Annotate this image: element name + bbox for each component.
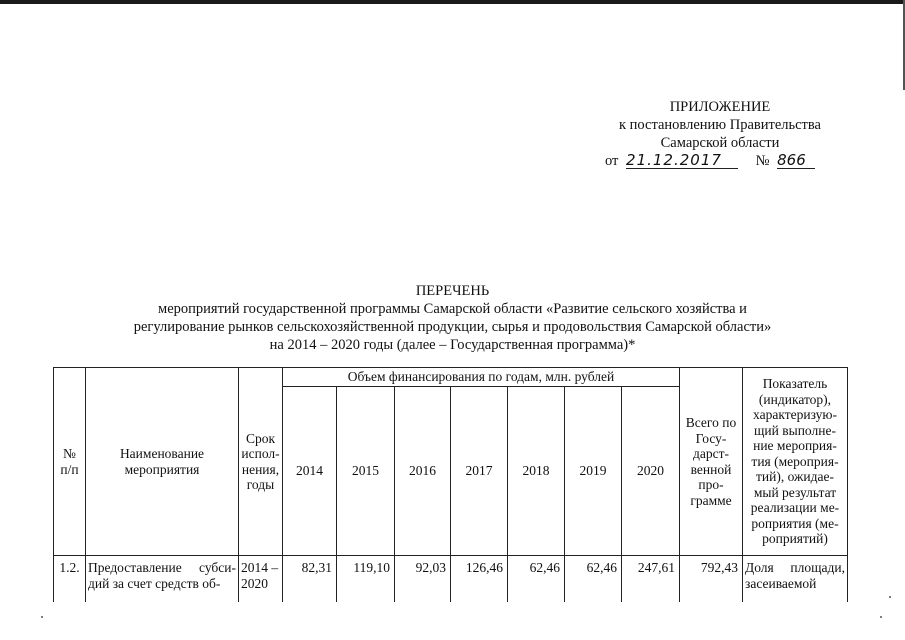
header-funding-group: Объем финансирования по годам, млн. рублей (283, 368, 680, 387)
document-title-block (0, 282, 905, 354)
cell-term: 2014 – 2020 (239, 556, 283, 602)
handwritten-number: 866 (777, 153, 815, 169)
scan-speck (889, 596, 891, 598)
document-subtitle-3: на 2014 – 2020 годы (далее – Государственная программа)* (269, 337, 636, 353)
cell-total: 792,43 (680, 556, 743, 602)
appendix-block (590, 98, 850, 170)
header-indicator: Показатель (индикатор), характеризую-щий выполне-ние мероприя-тия (мероприя-тий), ожидае-мый результат реализации ме-роприятия (ме-роприятий) (743, 368, 848, 556)
header-year: 2017 (451, 387, 508, 556)
cell-value-2016: 92,03 (395, 556, 451, 602)
cell-value-2015: 119,10 (337, 556, 395, 602)
cell-value-2014: 82,31 (283, 556, 337, 602)
scan-edge-top (0, 0, 905, 4)
cell-value-2017: 126,46 (451, 556, 508, 602)
header-total: Всего по Госу-дарст-венной про-грамме (680, 368, 743, 556)
appendix-date-line (590, 152, 850, 170)
header-year: 2019 (565, 387, 622, 556)
cell-value-2019: 62,46 (565, 556, 622, 602)
number-label: № (755, 153, 770, 169)
document-subtitle-2: регулирование рынков сельскохозяйственной продукции, сырья и продовольствия Самарской области» (133, 319, 772, 335)
cell-value-2020: 247,61 (622, 556, 680, 602)
appendix-title: ПРИЛОЖЕНИЕ (669, 99, 771, 115)
table-row (54, 556, 848, 602)
appendix-to: к постановлению Правительства (619, 117, 821, 133)
document-subtitle-1: мероприятий государственной программы Самарской области «Развитие сельского хозяйства и (158, 301, 747, 317)
cell-number: 1.2. (54, 556, 86, 602)
document-heading: ПЕРЕЧЕНЬ (415, 283, 490, 299)
cell-indicator: Доля площади, засеиваемой (743, 556, 848, 602)
header-year: 2020 (622, 387, 680, 556)
cell-value-2018: 62,46 (508, 556, 565, 602)
header-year: 2016 (395, 387, 451, 556)
scan-speck (880, 616, 882, 618)
header-name: Наименование мероприятия (86, 368, 239, 556)
cell-name: Предоставление субси-дий за счет средств об- (86, 556, 239, 602)
handwritten-date: 21.12.2017 (626, 153, 738, 169)
header-term: Срок испол-нения, годы (239, 368, 283, 556)
header-number: № п/п (54, 368, 86, 556)
header-year: 2014 (283, 387, 337, 556)
scan-speck (41, 616, 43, 618)
header-year: 2015 (337, 387, 395, 556)
header-year: 2018 (508, 387, 565, 556)
appendix-region: Самарской области (660, 135, 780, 151)
date-prefix: от (605, 153, 619, 169)
measures-table (53, 367, 848, 602)
